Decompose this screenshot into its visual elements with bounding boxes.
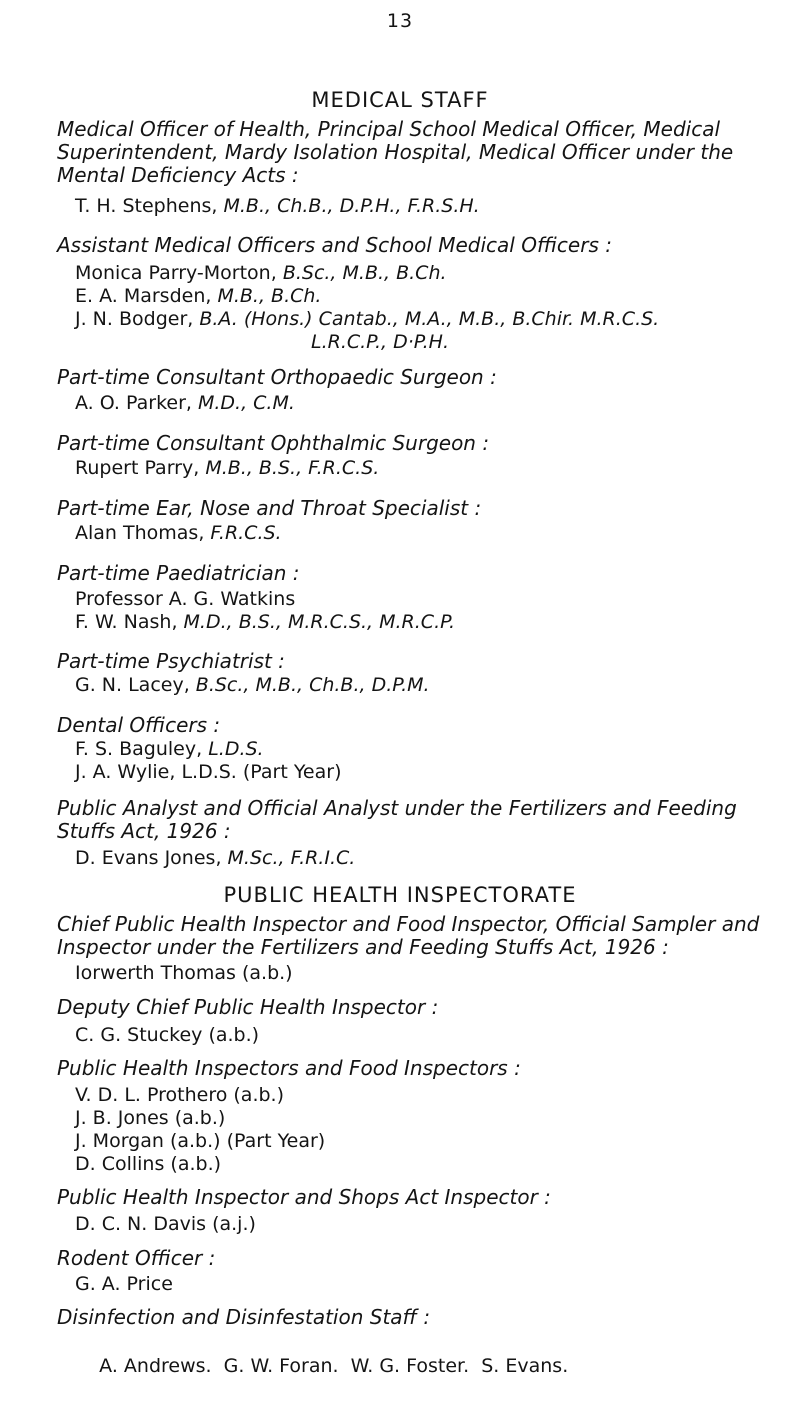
section-title-assistant-mo: Assistant Medical Officers and School Medical Officers : [57,233,612,257]
staff-qualifications: M.B., B.Ch. [217,285,322,307]
section-title-dental: Dental Officers : [57,713,221,737]
staff-qualifications: M.D., B.S., M.R.C.S., M.R.C.P. [183,611,455,633]
staff-name: D. C. N. Davis (a.j.) [75,1213,256,1235]
staff-entry [75,738,264,761]
staff-name: Monica Parry-Morton, [75,262,277,284]
staff-name: F. W. Nash, [75,611,178,633]
staff-entry [75,392,295,415]
staff-qualifications: F.R.C.S. [210,522,282,544]
section-title-shops-act: Public Health Inspector and Shops Act Inspector : [57,1185,551,1209]
staff-entry [75,847,355,870]
staff-name: E. A. Marsden, [75,285,212,307]
section-title-deputy-chief: Deputy Chief Public Health Inspector : [57,995,439,1019]
staff-entry [75,588,295,611]
staff-entry [75,962,293,985]
staff-name: Professor A. G. Watkins [75,588,296,610]
staff-name: A. O. Parker, [75,392,192,414]
section-title-ent: Part-time Ear, Nose and Throat Specialist : [57,496,482,520]
staff-qualifications-continued: L.R.C.P., D·P.H. [311,331,450,353]
staff-entry [75,761,341,784]
section-title-ophthalmic: Part-time Consultant Ophthalmic Surgeon : [57,431,490,455]
medical-staff-heading: MEDICAL STAFF [311,88,489,112]
section-title-disinfection: Disinfection and Disinfestation Staff : [57,1305,431,1329]
staff-entry [75,1024,259,1047]
section-title-moh: Medical Officer of Health, Principal School Medical Officer, Medical Superintendent, Mardy Isolation Hospital, Medical Officer under the Mental Deficiency Acts : [57,117,734,187]
staff-name: Alan Thomas, [75,522,205,544]
staff-name: D. Collins (a.b.) [75,1153,222,1175]
page-number: 13 [386,10,414,32]
staff-qualifications: M.Sc., F.R.I.C. [227,847,356,869]
staff-name: V. D. L. Prothero (a.b.) [75,1084,284,1106]
staff-entry [75,308,659,331]
section-title-rodent: Rodent Officer : [57,1246,216,1270]
staff-entry [75,1107,225,1130]
staff-name: D. Evans Jones, [75,847,222,869]
staff-qualifications: M.D., C.M. [197,392,295,414]
staff-entry [75,674,430,697]
staff-entry [75,1332,568,1401]
section-title-public-analyst: Public Analyst and Official Analyst under the Fertilizers and Feeding Stuffs Act, 1926 : [57,796,737,843]
inspectorate-heading: PUBLIC HEALTH INSPECTORATE [223,883,577,907]
staff-name: J. N. Bodger, [75,308,194,330]
staff-entry [75,1084,284,1107]
staff-qualifications: B.Sc., M.B., B.Ch. [282,262,447,284]
staff-entry [75,522,282,545]
staff-entry [75,1273,173,1296]
staff-name: C. G. Stuckey (a.b.) [75,1024,260,1046]
staff-name: Iorwerth Thomas (a.b.) [75,962,293,984]
staff-name: A. Andrews. G. W. Foran. W. G. Foster. S. Evans. [99,1355,569,1377]
staff-qualifications: B.A. (Hons.) Cantab., M.A., M.B., B.Chir. M.R.C.S. [199,308,660,330]
staff-qualifications: M.B., Ch.B., D.P.H., F.R.S.H. [223,195,480,217]
staff-entry [75,195,480,218]
staff-entry [75,1130,325,1153]
section-title-paediatrician: Part-time Paediatrician : [57,561,300,585]
staff-name: F. S. Baguley, [75,738,203,760]
staff-name: G. N. Lacey, [75,674,190,696]
staff-entry [75,457,379,480]
staff-name: J. A. Wylie, L.D.S. (Part Year) [75,761,342,783]
staff-name: G. A. Price [75,1273,173,1295]
section-title-chief-inspector: Chief Public Health Inspector and Food Inspector, Official Sampler and Inspector under the Fertilizers and Feeding Stuffs Act, 1926 : [57,912,760,959]
staff-name: Rupert Parry, [75,457,200,479]
staff-entry [75,611,455,634]
staff-entry [75,285,321,308]
staff-name: J. B. Jones (a.b.) [75,1107,226,1129]
staff-name: T. H. Stephens, [75,195,218,217]
staff-qualifications: B.Sc., M.B., Ch.B., D.P.M. [195,674,430,696]
staff-entry [75,262,447,285]
section-title-orthopaedic: Part-time Consultant Orthopaedic Surgeon : [57,365,497,389]
staff-qualifications: L.D.S. [208,738,264,760]
staff-name: J. Morgan (a.b.) (Part Year) [75,1130,326,1152]
staff-entry [75,1213,256,1236]
staff-qualifications: M.B., B.S., F.R.C.S. [205,457,380,479]
section-title-psychiatrist: Part-time Psychiatrist : [57,649,285,673]
section-title-inspectors: Public Health Inspectors and Food Inspectors : [57,1056,521,1080]
staff-entry [75,1153,221,1176]
